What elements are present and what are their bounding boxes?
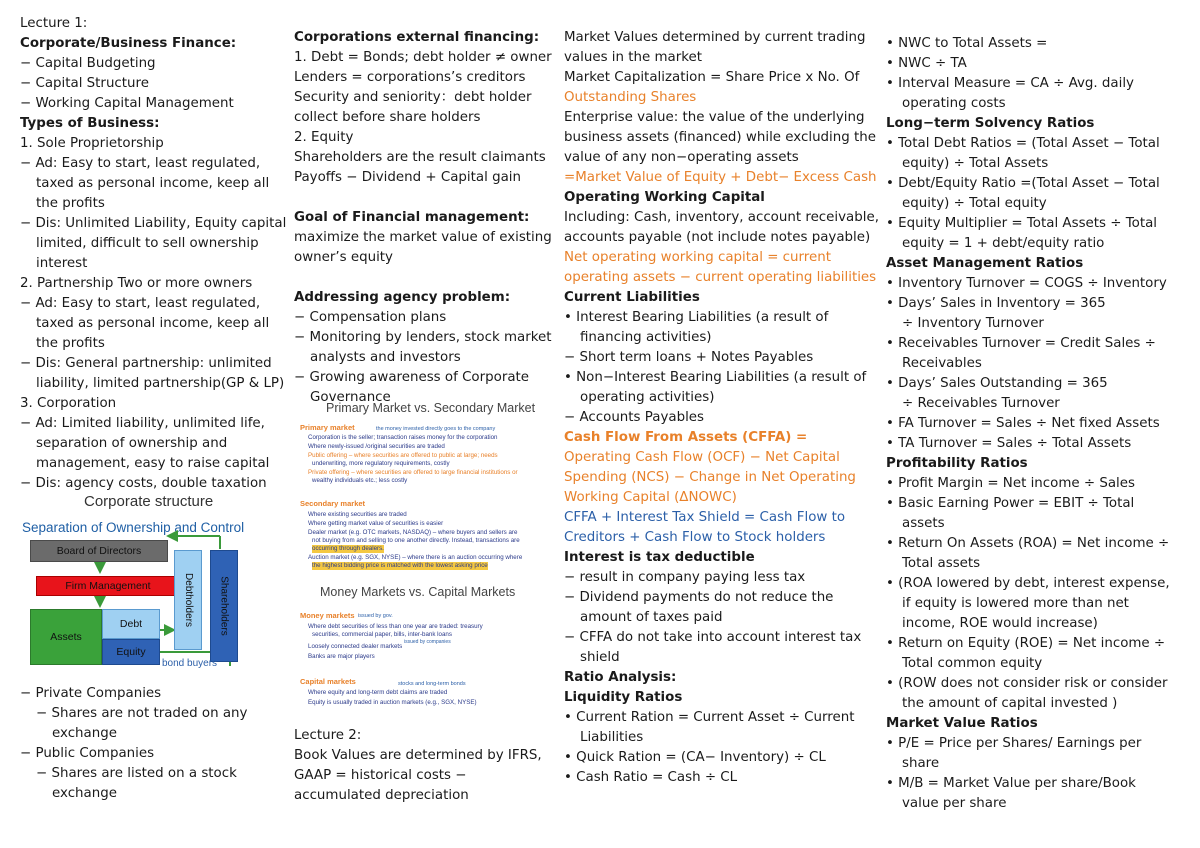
list-item: =Market Value of Equity + Debt− Excess Cash: [564, 170, 877, 185]
list-item: − Ad: Easy to start, least regulated,: [20, 156, 261, 171]
list-item: • Non−Interest Bearing Liabilities (a result of: [564, 370, 867, 385]
secondary-item: Where existing securities are traded: [308, 511, 407, 518]
secondary-item: not buying from and selling to one another directly. Instead, transactions are: [312, 537, 520, 544]
list-item: − CFFA do not take into account interest tax: [564, 630, 862, 645]
list-item: collect before share holders: [294, 110, 481, 125]
lecture-title: Lecture 2:: [294, 728, 362, 743]
list-item: 2. Equity: [294, 130, 354, 145]
list-item: • Basic Earning Power = EBIT ÷ Total: [886, 496, 1135, 511]
list-item: • (ROW does not consider risk or consider: [886, 676, 1168, 691]
firm-management-box: [36, 576, 180, 596]
shareholders-label: Shareholders: [219, 576, 231, 636]
list-item: − Shares are listed on a stock: [36, 766, 237, 781]
list-item: − Dis: General partnership: unlimited: [20, 356, 272, 371]
capital-item: Where equity and long-term debt claims are traded: [308, 689, 448, 696]
list-item: • TA Turnover = Sales ÷ Total Assets: [886, 436, 1132, 451]
list-item: amount of taxes paid: [580, 610, 723, 625]
section-heading: Types of Business:: [20, 116, 160, 131]
debtholders-label: Debtholders: [183, 573, 195, 627]
list-item: Receivables: [902, 356, 982, 371]
list-item: • Profit Margin = Net income ÷ Sales: [886, 476, 1135, 491]
capital-note: stocks and long-term bonds: [398, 681, 466, 687]
list-item: − Dis: agency costs, double taxation: [20, 476, 267, 491]
list-item: accounts payable (not include notes payable): [564, 230, 871, 245]
list-item: accumulated depreciation: [294, 788, 469, 803]
section-heading: Asset Management Ratios: [886, 256, 1084, 271]
equity-box: [102, 639, 160, 665]
list-item: exchange: [52, 726, 117, 741]
list-item: Total common equity: [902, 656, 1043, 671]
capital-heading: Capital markets: [300, 677, 356, 686]
list-item: Total assets: [902, 556, 981, 571]
spacer: [294, 268, 556, 288]
primary-item: Public offering – where securities are offered to public at large; needs: [308, 452, 498, 459]
primary-item: Corporation is the seller; transaction raises money for the corporation: [308, 434, 498, 441]
primary-note: the money invested directly goes to the company: [376, 426, 496, 432]
list-item: exchange: [52, 786, 117, 801]
list-item: • Interval Measure = CA ÷ Avg. daily: [886, 76, 1134, 91]
secondary-item: Auction market (e.g. SGX, NYSE) – where there is an auction occurring where: [308, 554, 523, 561]
list-item: CFFA + Interest Tax Shield = Cash Flow to: [564, 510, 846, 525]
list-item: business assets (financed) while excluding the: [564, 130, 876, 145]
section-heading: Cash Flow From Assets (CFFA) =: [564, 430, 808, 445]
list-item: • Debt/Equity Ratio =(Total Asset − Total: [886, 176, 1160, 191]
list-item: separation of ownership and: [36, 436, 228, 451]
list-item: the profits: [36, 196, 105, 211]
list-item: taxed as personal income, keep all: [36, 176, 270, 191]
section-heading: Interest is tax deductible: [564, 550, 755, 565]
list-item: − result in company paying less tax: [564, 570, 806, 585]
list-item: • Return on Equity (ROE) = Net income ÷: [886, 636, 1166, 651]
assets-box: [30, 609, 102, 665]
list-item: taxed as personal income, keep all: [36, 316, 270, 331]
money-item: securities, commercial paper, bills, inter-bank loans: [312, 631, 452, 638]
list-item: ÷ Receivables Turnover: [902, 396, 1060, 411]
list-item: − Public Companies: [20, 746, 155, 761]
list-item: − Short term loans + Notes Payables: [564, 350, 814, 365]
section-heading: Ratio Analysis:: [564, 670, 677, 685]
list-item: Payoffs − Dividend + Capital gain: [294, 170, 521, 185]
list-item: Shareholders are the result claimants: [294, 150, 546, 165]
list-item: analysts and investors: [310, 350, 461, 365]
shareholders-box: [210, 550, 238, 662]
list-item: • Return On Assets (ROA) = Net income ÷: [886, 536, 1170, 551]
money-item: Where debt securities of less than one year are traded: treasury: [308, 623, 483, 630]
list-item: • FA Turnover = Sales ÷ Net fixed Assets: [886, 416, 1160, 431]
list-item: Creditors + Cash Flow to Stock holders: [564, 530, 826, 545]
list-item: share: [902, 756, 940, 771]
list-item: income, ROE would increase): [902, 616, 1098, 631]
debt-box: [102, 609, 160, 639]
corporate-structure-figure: [20, 494, 282, 684]
list-item: • Current Ration = Current Asset ÷ Current: [564, 710, 855, 725]
list-item: if equity is lowered more than net: [902, 596, 1129, 611]
slide-title: Money Markets vs. Capital Markets: [320, 585, 516, 599]
list-item: Lenders = corporations’s creditors: [294, 70, 526, 85]
figure-title: Corporate structure: [84, 493, 214, 510]
list-item: • Total Debt Ratios = (Total Asset − Total: [886, 136, 1160, 151]
section-heading: Profitability Ratios: [886, 456, 1028, 471]
list-item: operating costs: [902, 96, 1006, 111]
list-item: Net operating working capital = current: [564, 250, 831, 265]
list-item: equity = 1 + debt/equity ratio: [902, 236, 1105, 251]
list-item: − Ad: Easy to start, least regulated,: [20, 296, 261, 311]
list-item: equity) ÷ Total equity: [902, 196, 1047, 211]
list-item: − Working Capital Management: [20, 96, 234, 111]
money-note: issued by gov.: [358, 613, 393, 619]
slide-primary-secondary: [294, 401, 556, 586]
bond-buyers-label: bond buyers: [162, 658, 218, 669]
capital-item: Equity is usually traded in auction markets (e.g., SGX, NYSE): [308, 699, 477, 706]
list-item: − Growing awareness of Corporate: [294, 370, 530, 385]
equity-label: Equity: [116, 646, 146, 658]
list-item: financing activities): [580, 330, 712, 345]
section-heading: Operating Working Capital: [564, 190, 765, 205]
list-item: − Capital Structure: [20, 76, 149, 91]
list-item: limited, difficult to sell ownership: [36, 236, 259, 251]
list-item: values in the market: [564, 50, 703, 65]
list-item: − Capital Budgeting: [20, 56, 156, 71]
figure-subtitle: Separation of Ownership and Control: [22, 520, 245, 535]
money-item: Loosely connected dealer markets: [308, 643, 403, 650]
assets-label: Assets: [50, 631, 82, 643]
list-item: equity) ÷ Total Assets: [902, 156, 1049, 171]
money-item: Banks are major players: [308, 653, 375, 660]
list-item: liability, limited partnership(GP & LP): [36, 376, 285, 391]
companies-note: issued by companies: [404, 639, 451, 645]
spacer: [294, 188, 556, 208]
list-item: − Ad: Limited liability, unlimited life,: [20, 416, 265, 431]
list-item: the profits: [36, 336, 105, 351]
section-heading: Corporate/Business Finance:: [20, 36, 237, 51]
list-item: Book Values are determined by IFRS,: [294, 748, 542, 763]
primary-item: Where newly-issued /original securities are traded: [308, 443, 445, 450]
list-item: Liabilities: [580, 730, 644, 745]
list-item: shield: [580, 650, 620, 665]
list-item: Outstanding Shares: [564, 90, 697, 105]
list-item: − Compensation plans: [294, 310, 447, 325]
list-item: • Cash Ratio = Cash ÷ CL: [564, 770, 738, 785]
list-item: ÷ Inventory Turnover: [902, 316, 1044, 331]
slide-title: Primary Market vs. Secondary Market: [326, 401, 536, 415]
list-item: the amount of capital invested ): [902, 696, 1118, 711]
column-1: [20, 14, 287, 804]
list-item: • Days’ Sales Outstanding = 365: [886, 376, 1108, 391]
firm-label: Firm Management: [65, 580, 151, 592]
list-item: Market Values determined by current trading: [564, 30, 866, 45]
list-item: management, easy to raise capital: [36, 456, 270, 471]
section-heading: Addressing agency problem:: [294, 290, 511, 305]
list-item: Including: Cash, inventory, account receivable,: [564, 210, 879, 225]
list-item: • Quick Ration = (CA− Inventory) ÷ CL: [564, 750, 826, 765]
list-item: • Days’ Sales in Inventory = 365: [886, 296, 1106, 311]
list-item: • Inventory Turnover = COGS ÷ Inventory: [886, 276, 1167, 291]
list-item: • NWC to Total Assets =: [886, 36, 1048, 51]
lecture-title: Lecture 1:: [20, 16, 88, 31]
section-heading: Market Value Ratios: [886, 716, 1038, 731]
primary-heading: Primary market: [300, 423, 355, 432]
list-item: value of any non−operating assets: [564, 150, 799, 165]
list-item: − Dis: Unlimited Liability, Equity capital: [20, 216, 287, 231]
list-item: • P/E = Price per Shares/ Earnings per: [886, 736, 1142, 751]
list-item: maximize the market value of existing: [294, 230, 552, 245]
slide-money-capital: [294, 586, 556, 726]
section-heading: Current Liabilities: [564, 290, 700, 305]
list-item: Market Capitalization = Share Price x No. Of: [564, 70, 860, 85]
primary-item: Private offering – where securities are offered to large financial institutions or: [308, 469, 518, 476]
list-item: 1. Sole Proprietorship: [20, 136, 164, 151]
debtholders-box: [174, 550, 202, 650]
list-item: − Private Companies: [20, 686, 162, 701]
secondary-item: the highest bidding price is matched with the lowest asking price: [312, 562, 488, 569]
secondary-heading: Secondary market: [300, 499, 366, 508]
list-item: interest: [36, 256, 88, 271]
secondary-item: occurring through dealers.: [312, 545, 384, 552]
debt-label: Debt: [119, 618, 143, 630]
list-item: value per share: [902, 796, 1007, 811]
column-3: [564, 28, 879, 788]
list-item: operating activities): [580, 390, 715, 405]
board-of-directors-box: [30, 540, 168, 562]
secondary-item: Where getting market value of securities is easier: [308, 520, 444, 527]
column-2: [294, 28, 556, 806]
primary-item: underwriting, more regulatory requirements, costly: [312, 460, 450, 467]
list-item: • Receivables Turnover = Credit Sales ÷: [886, 336, 1156, 351]
list-item: Enterprise value: the value of the underlying: [564, 110, 865, 125]
list-item: Security and seniority：debt holder: [294, 90, 532, 105]
section-heading: Long−term Solvency Ratios: [886, 116, 1095, 131]
primary-item: wealthy individuals etc.; less costly: [312, 477, 408, 484]
list-item: • Interest Bearing Liabilities (a result of: [564, 310, 829, 325]
money-heading: Money markets: [300, 611, 355, 620]
list-item: assets: [902, 516, 945, 531]
list-item: 2. Partnership Two or more owners: [20, 276, 253, 291]
list-item: owner’s equity: [294, 250, 393, 265]
list-item: − Dividend payments do not reduce the: [564, 590, 834, 605]
column-4: [886, 34, 1186, 814]
list-item: Working Capital (ΔNOWC): [564, 490, 737, 505]
list-item: Governance: [310, 390, 391, 405]
list-item: Operating Cash Flow (OCF) − Net Capital: [564, 450, 840, 465]
list-item: GAAP = historical costs −: [294, 768, 467, 783]
secondary-item: Dealer market (e.g. OTC markets, NASDAQ) – where buyers and sellers are: [308, 529, 518, 536]
section-heading: Corporations external financing:: [294, 30, 540, 45]
section-heading: Liquidity Ratios: [564, 690, 683, 705]
list-item: − Monitoring by lenders, stock market: [294, 330, 552, 345]
list-item: • Equity Multiplier = Total Assets ÷ Total: [886, 216, 1158, 231]
list-item: Spending (NCS) − Change in Net Operating: [564, 470, 856, 485]
section-heading: Goal of Financial management:: [294, 210, 530, 225]
list-item: − Shares are not traded on any: [36, 706, 248, 721]
list-item: 3. Corporation: [20, 396, 117, 411]
list-item: − Accounts Payables: [564, 410, 705, 425]
list-item: • (ROA lowered by debt, interest expense,: [886, 576, 1170, 591]
board-label: Board of Directors: [56, 545, 142, 557]
list-item: 1. Debt = Bonds; debt holder ≠ owner: [294, 50, 552, 65]
list-item: operating assets − current operating liabilities: [564, 270, 877, 285]
list-item: • NWC ÷ TA: [886, 56, 967, 71]
list-item: • M/B = Market Value per share/Book: [886, 776, 1136, 791]
